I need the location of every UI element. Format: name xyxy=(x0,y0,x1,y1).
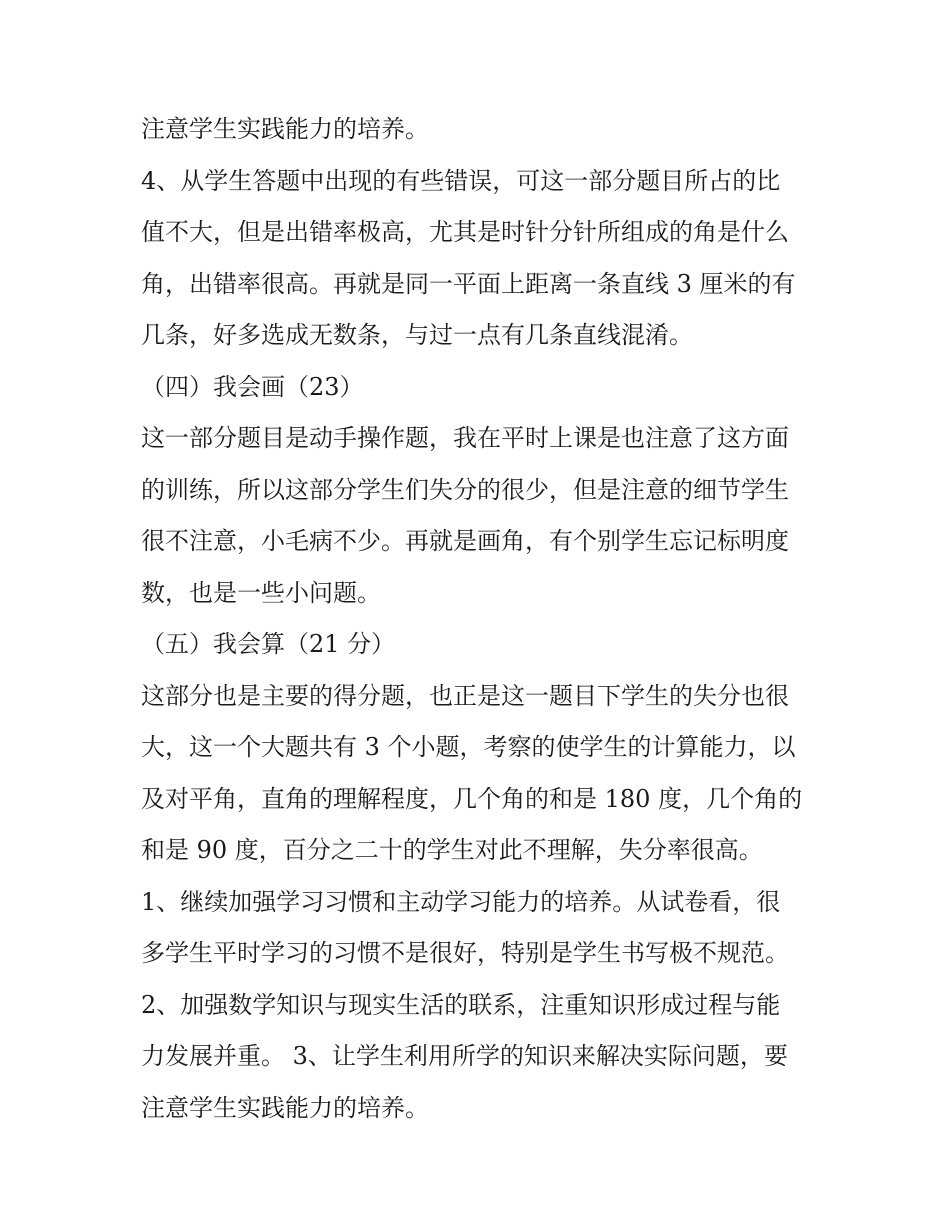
text-line: 和是 90 度，百分之二十的学生对此不理解，失分率很高。 xyxy=(141,836,763,864)
text-line: 2、加强数学知识与现实生活的联系，注重知识形成过程与能 xyxy=(141,990,781,1019)
text-line: 4、从学生答题中出现的有些错误，可这一部分题目所占的比 xyxy=(141,166,781,195)
document-body xyxy=(141,104,821,1134)
text-line: 大，这一个大题共有 3 个小题，考察的使学生的计算能力，以 xyxy=(141,733,796,761)
text-line: 几条，好多选成无数条，与过一点有几条直线混淆。 xyxy=(141,321,693,349)
text-line: 注意学生实践能力的培养。 xyxy=(141,1093,429,1122)
text-line: 值不大，但是出错率极高，尤其是时针分针所组成的角是什么 xyxy=(141,218,789,246)
text-line: 及对平角，直角的理解程度，几个角的和是 180 度，几个角的 xyxy=(141,784,803,813)
text-line: 数，也是一些小问题。 xyxy=(141,578,381,607)
text-line: 的训练，所以这部分学生们失分的很少，但是注意的细节学生 xyxy=(141,475,789,504)
text-line: 1、继续加强学习习惯和主动学习能力的培养。从试卷看，很 xyxy=(141,887,781,916)
text-line: 多学生平时学习的习惯不是很好，特别是学生书写极不规范。 xyxy=(141,939,789,967)
text-line: 很不注意，小毛病不少。再就是画角，有个别学生忘记标明度 xyxy=(141,527,789,555)
text-line: 角，出错率很高。再就是同一平面上距离一条直线 3 厘米的有 xyxy=(141,269,796,298)
text-line: 注意学生实践能力的培养。 xyxy=(141,115,429,143)
text-line: 这部分也是主要的得分题，也正是这一题目下学生的失分也很 xyxy=(141,681,789,710)
text-line: 这一部分题目是动手操作题，我在平时上课是也注意了这方面 xyxy=(141,424,789,452)
section-heading-calculate: （五）我会算（21 分） xyxy=(141,630,396,658)
text-line: 力发展并重。 3、让学生利用所学的知识来解决实际问题，要 xyxy=(141,1042,788,1070)
section-heading-draw: （四）我会画（23） xyxy=(141,372,364,401)
